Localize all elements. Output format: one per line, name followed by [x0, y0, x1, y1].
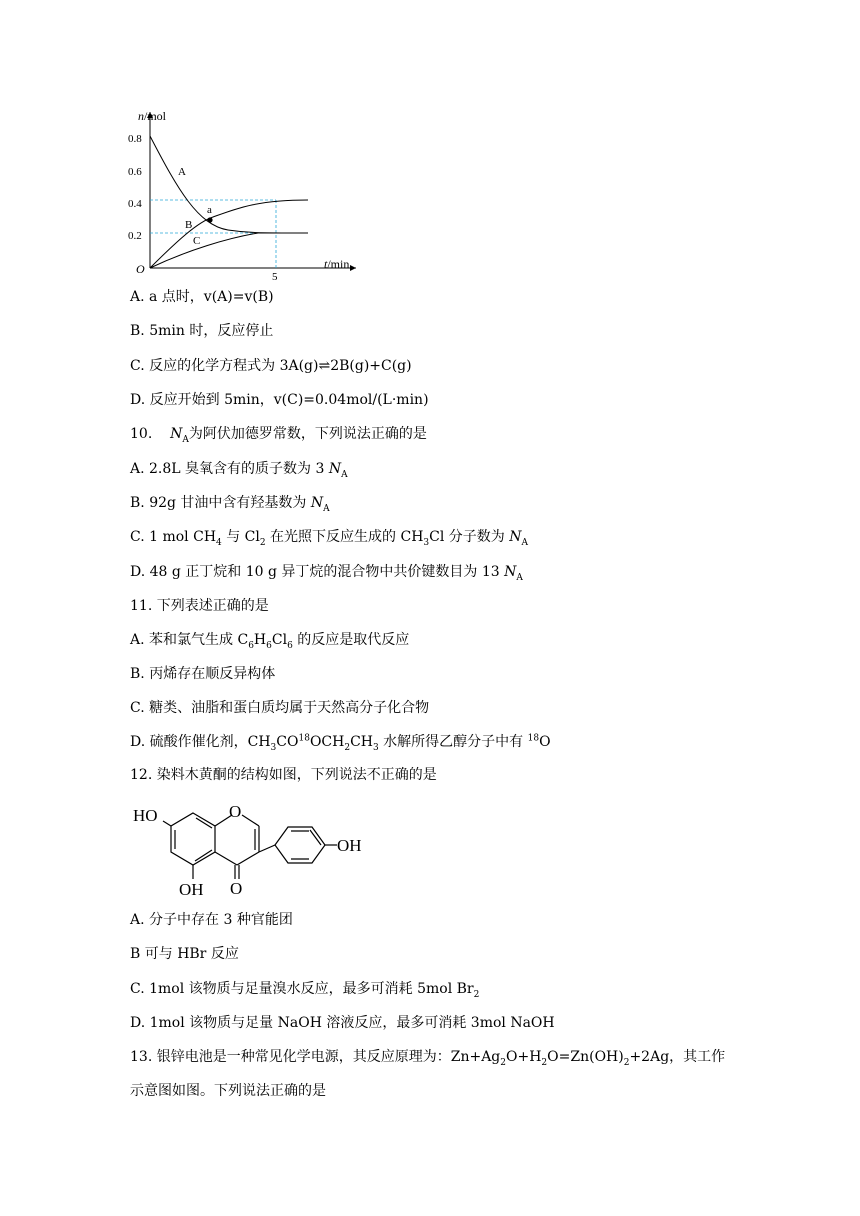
- q12-stem: 12. 染料木黄酮的结构如图，下列说法不正确的是: [130, 767, 437, 783]
- q10-option-b: B. 92g 甘油中含有羟基数为 $N_A$: [130, 495, 330, 514]
- y-tick-0.4: 0.4: [128, 198, 142, 210]
- q12-option-c: C. 1mol 该物质与足量溴水反应，最多可消耗 5mol $Br_2$: [130, 981, 480, 1000]
- y-axis-label: n/mol: [138, 109, 167, 123]
- label-b-curve: B: [185, 219, 193, 231]
- label-c-curve: C: [193, 235, 201, 247]
- point-a: [207, 217, 212, 222]
- q9-option-c: C. 反应的化学方程式为 3A(g)⇌2B(g)+C(g): [130, 358, 412, 374]
- curve-c: [150, 233, 308, 268]
- label-oh-right: OH: [337, 836, 362, 855]
- y-tick-0.8: 0.8: [128, 133, 142, 145]
- q13-stem-line1: 13. 银锌电池是一种常见化学电源，其反应原理为：$Zn+Ag_2O+H_2O=Zn(OH)_2+2Ag$，其工作: [130, 1049, 726, 1068]
- q10-stem: 10. $N_A$为阿伏加德罗常数，下列说法正确的是: [130, 426, 427, 445]
- q9-option-a: A. a 点时，v(A)=v(B): [130, 289, 274, 305]
- q10-option-d: D. 48 g 正丁烷和 10 g 异丁烷的混合物中共价键数目为 13 $N_A$: [130, 564, 523, 583]
- q10-option-a: A. 2.8L 臭氧含有的质子数为 3 $N_A$: [130, 461, 348, 480]
- q11-option-a: A. 苯和氯气生成 $C_6H_6Cl_6$ 的反应是取代反应: [130, 632, 410, 651]
- q10-option-c: C. 1 mol $CH_4$ 与 $Cl_2$ 在光照下反应生成的 $CH_3Cl$ 分子数为 $N_A$: [130, 529, 528, 548]
- point-a-label: a: [207, 204, 212, 216]
- genistein-structure: [125, 795, 385, 900]
- x-tick-5: 5: [272, 271, 278, 283]
- ring-b: [275, 827, 325, 863]
- y-tick-0.6: 0.6: [128, 166, 142, 178]
- q11-option-b: B. 丙烯存在顺反异构体: [130, 666, 276, 682]
- q12-option-b: B 可与 HBr 反应: [130, 946, 239, 962]
- q11-stem: 11. 下列表述正确的是: [130, 598, 269, 614]
- q11-option-d: D. 硫酸作催化剂，$CH_3CO^{18}OCH_2CH_3$ 水解所得乙醇分子中有 $^{18}$O: [130, 733, 551, 753]
- curve-a: [150, 136, 308, 233]
- q12-option-d: D. 1mol 该物质与足量 NaOH 溶液反应，最多可消耗 3mol NaOH: [130, 1015, 555, 1031]
- ring-a: [171, 813, 215, 865]
- q12-option-a: A. 分子中存在 3 种官能团: [130, 912, 293, 928]
- q11-option-c: C. 糖类、油脂和蛋白质均属于天然高分子化合物: [130, 700, 430, 716]
- x-axis-label: t/min: [324, 257, 350, 271]
- origin-label: O: [136, 262, 145, 276]
- label-ho-left: HO: [133, 806, 158, 825]
- label-o-keto: O: [230, 879, 243, 898]
- label-oh-bottom: OH: [179, 880, 204, 899]
- q9-option-d: D. 反应开始到 5min，v(C)=0.04mol/(L·min): [130, 392, 429, 408]
- q13-stem-line2: 示意图如图。下列说法正确的是: [130, 1083, 326, 1099]
- label-a-curve: A: [178, 166, 186, 178]
- amount-time-graph: [118, 100, 368, 285]
- q9-option-b: B. 5min 时，反应停止: [130, 323, 274, 339]
- label-o-ring: O: [229, 802, 242, 821]
- y-tick-0.2: 0.2: [128, 230, 142, 242]
